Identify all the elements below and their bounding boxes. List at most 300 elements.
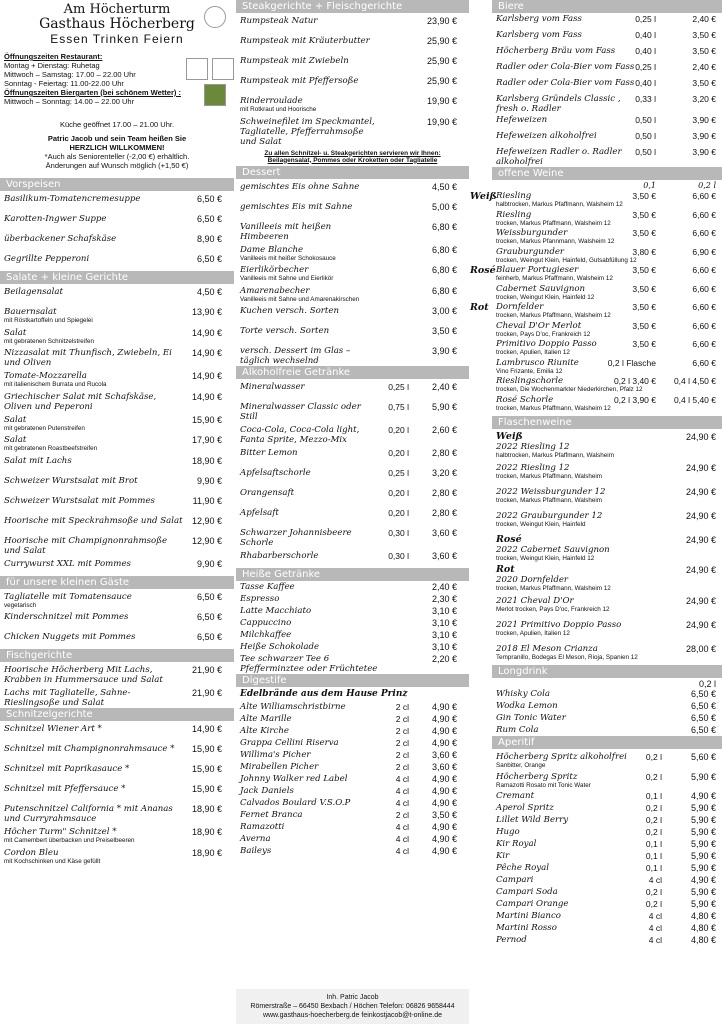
item-name: Campari Orange: [496, 898, 569, 909]
item-name: Schweizer Wurstsalat mit Pommes: [4, 495, 155, 506]
item-description: trocken, Die Wochenmarkter Niederkirchen, Pfalz 12: [496, 386, 643, 393]
item-size: 0,20 l: [388, 448, 409, 458]
item-size: 0,2 l: [645, 772, 662, 782]
section-header: Salate + kleine Gerichte: [0, 271, 234, 284]
menu-item: [492, 320, 722, 339]
item-name: Rosé Schorle: [496, 394, 554, 405]
item-name: Cappuccino: [240, 618, 292, 628]
item-name: Tomate-Mozzarella: [4, 371, 87, 381]
item-name: Dame Blanche: [240, 244, 304, 255]
section-header: Heiße Getränke: [236, 568, 469, 581]
item-name: Pêche Royal: [496, 862, 550, 873]
item-name: Gegrillte Pepperoni: [4, 254, 90, 264]
item-size: 0,30 l: [388, 551, 409, 561]
menu-item: [236, 833, 469, 845]
wine-category: Weiß: [496, 431, 523, 442]
item-name: Grauburgunder: [496, 246, 565, 257]
item-price: 2,40 €: [692, 62, 716, 72]
item-price: 6,80 €: [431, 244, 457, 255]
item-name: Radler oder Cola-Bier vom Fass: [496, 62, 635, 72]
menu-item: [0, 609, 234, 629]
garden-hours: Mittwoch – Sonntag: 14.00 – 22.00 Uhr: [4, 97, 135, 106]
menu-list: [0, 284, 234, 576]
item-price: 2,80 €: [431, 508, 457, 518]
item-name: Apfelsaft: [240, 508, 279, 518]
item-name: Kinderschnitzel mit Pommes: [4, 612, 129, 622]
menu-item: [492, 826, 722, 838]
menu-item: [0, 533, 234, 556]
item-price: 21,90 €: [191, 665, 222, 675]
item-price: 3,90 €: [692, 115, 716, 125]
item-price: 4,90 €: [431, 702, 457, 712]
item-price: 3,60 €: [431, 551, 457, 561]
item-name: Schnitzel mit Paprikasauce *: [4, 764, 130, 774]
item-name: Campari Soda: [496, 886, 558, 897]
item-price: 24,90 €: [685, 462, 716, 473]
item-price: 4,90 €: [431, 798, 457, 808]
item-price: 18,90 €: [191, 847, 222, 858]
hours-line: Sonntag - Feiertag: 11.00-22.00 Uhr: [4, 79, 124, 88]
item-price: 17,90 €: [191, 435, 222, 445]
menu-list: [492, 429, 722, 665]
item-size: 0,50 l: [635, 131, 656, 141]
menu-item: [0, 801, 234, 824]
item-price: 2,40 €: [431, 382, 457, 392]
menu-item: [0, 231, 234, 251]
item-name: Schwarzer Johannisbeere Schorle: [240, 528, 352, 548]
menu-item: [236, 593, 469, 605]
item-price: 5,90 €: [690, 826, 716, 837]
menu-list: [492, 688, 722, 736]
item-name: Mineralwasser: [240, 382, 305, 392]
item-price: 6,60 €: [692, 283, 716, 294]
item-name: Griechischer Salat mit Schafskäse, Oliven und Peperoni: [4, 391, 157, 412]
item-price: 5,90 €: [690, 772, 716, 782]
item-price: 9,90 €: [196, 475, 222, 486]
item-price: 6,50 €: [690, 712, 716, 723]
item-price: 6,60 €: [692, 339, 716, 349]
menu-item: [236, 605, 469, 617]
item-size: 0,25 l: [635, 62, 656, 72]
menu-item: [492, 246, 722, 265]
item-name: Schnitzel Wiener Art *: [4, 724, 102, 734]
menu-item: [0, 251, 234, 271]
menu-item: [492, 146, 722, 167]
item-price: 13,90 €: [191, 307, 222, 317]
digestif-title: Edelbrände aus dem Hause Prinz: [240, 689, 408, 699]
item-price: 21,90 €: [191, 688, 222, 698]
certificate-icon: [212, 58, 234, 80]
item-name: Basilikum-Tomatencremesuppe: [4, 194, 141, 204]
item-price: 2,40 €: [431, 582, 457, 592]
item-name: Riesling: [496, 209, 532, 220]
item-description: mit Rotkraut und Hoorische: [240, 106, 317, 113]
item-price: 18,90 €: [191, 827, 222, 837]
item-name: Kir Royal: [496, 838, 537, 849]
item-name: Vanilleeis mit heißen Himbeeren: [240, 221, 332, 242]
item-size: 0,40 l: [635, 78, 656, 88]
item-name: Aperol Spritz: [496, 802, 554, 813]
menu-list: [236, 179, 469, 367]
check-icon: [186, 58, 208, 80]
item-price: 6,50 €: [196, 591, 222, 602]
item-name: Fernet Branca: [240, 810, 303, 820]
item-price: 12,90 €: [191, 535, 222, 546]
item-size: 2 cl: [395, 810, 409, 820]
menu-item: [492, 45, 722, 61]
senior-note: *Auch als Seniorenteller (-2,00 €) erhältlich.: [44, 152, 190, 161]
hours-title: Öffnungszeiten Restaurant:: [4, 52, 103, 61]
wine-category: Rot: [470, 302, 489, 313]
menu-item: [236, 13, 469, 33]
item-price: 15,90 €: [191, 744, 222, 754]
item-size: 4 cl: [648, 910, 662, 921]
item-price: 3,20 €: [431, 468, 457, 478]
menu-item: [0, 721, 234, 741]
menu-item: [492, 724, 722, 736]
item-name: Lambrusco Riunite: [496, 357, 579, 368]
item-size: 0,20 l: [388, 425, 409, 435]
item-name: Heiße Schokolade: [240, 642, 320, 652]
item-description: mit italienischem Burrata und Rucola: [4, 381, 107, 388]
item-description: trocken, Markus Pfaffmann, Walsheim 12: [496, 312, 611, 319]
item-name: 2022 Weissburgunder 12: [496, 486, 606, 497]
item-name: Kuchen versch. Sorten: [240, 306, 339, 316]
item-size: 2 cl: [395, 714, 409, 724]
item-name: Rumpsteak mit Pfeffersoße: [240, 76, 359, 86]
column-middle: [236, 0, 469, 1024]
item-description: trocken, Weingut Klein, Hainfeld, Gutsabfüllung 12: [496, 256, 637, 264]
item-price: 3,50 €: [692, 46, 716, 56]
item-name: Tee schwarzer Tee 6 Pfefferminztee oder Früchtetee: [240, 654, 378, 674]
item-price: 6,60 €: [692, 357, 716, 368]
section-header: Dessert: [236, 166, 469, 179]
item-size: 4 cl: [395, 798, 409, 808]
item-name: Kir: [496, 850, 510, 861]
item-name: Hefeweizen: [496, 115, 548, 125]
menu-item: [236, 505, 469, 525]
menu-list: [492, 13, 722, 167]
item-name: Pernod: [496, 934, 527, 945]
item-price: 3,50 €: [431, 326, 457, 336]
menu-item: [492, 850, 722, 862]
item-price: 3,90 €: [692, 147, 716, 157]
menu-item: [492, 375, 722, 394]
section-header: für unsere kleinen Gäste: [0, 576, 234, 589]
item-price: 6,60 €: [692, 191, 716, 201]
menu-item: [0, 761, 234, 781]
item-size: 0,1 l: [645, 838, 662, 849]
item-name: Salat: [4, 327, 27, 338]
item-price: 4,80 €: [690, 922, 716, 933]
item-description: trocken, Markus Pfannmann, Walsheim 12: [496, 238, 615, 245]
item-size: 0,25 l: [388, 468, 409, 478]
item-name: 2022 Riesling 12: [496, 462, 570, 473]
menu-item: [236, 617, 469, 629]
menu-item: [492, 114, 722, 130]
menu-item: [236, 713, 469, 725]
menu-item: [492, 862, 722, 874]
menu-item: [236, 749, 469, 761]
menu-item: [492, 484, 722, 508]
menu-item: [492, 61, 722, 77]
item-price: 6,50 €: [690, 700, 716, 711]
item-price: 3,00 €: [431, 306, 457, 316]
item-name: 2021 Primitivo Doppio Passo: [496, 619, 622, 630]
item-price: 3,50 €: [692, 30, 716, 40]
footer-address: Römerstraße – 66450 Bexbach / Höchen Telefon: 06826 9658444: [250, 1003, 455, 1010]
menu-item: [492, 769, 722, 790]
menu-item: [492, 357, 722, 376]
menu-item: [236, 283, 469, 304]
item-name: Amarenabecher: [240, 285, 310, 296]
item-name: Höcherberg Spritz alkoholfrei: [496, 751, 627, 762]
item-description: feinherb, Markus Pfaffmann, Walsheim 12: [496, 275, 613, 282]
regional-icon: [204, 84, 226, 106]
item-size: 0,25 l: [388, 382, 409, 392]
size-header: 0,2 l: [698, 678, 716, 689]
item-price: 6,60 €: [692, 302, 716, 312]
item-price: 6,50 €: [196, 254, 222, 264]
item-price: 5,90 €: [690, 802, 716, 813]
item-price: 24,90 €: [685, 486, 716, 497]
item-price: 6,60 €: [692, 209, 716, 220]
menu-item: [236, 422, 469, 445]
item-price: 24,90 €: [685, 595, 716, 606]
quality-seal-icon: [204, 6, 226, 28]
menu-item: [0, 781, 234, 801]
item-name: Jack Daniels: [240, 786, 294, 796]
item-price: 4,50 €: [431, 181, 457, 192]
item-size: 0,30 l: [388, 528, 409, 538]
item-name: Martini Bianco: [496, 910, 561, 921]
item-price: 4,90 €: [690, 790, 716, 801]
steak-note: Zu allen Schnitzel- u. Steakgerichten servieren wir Ihnen:: [264, 149, 441, 157]
menu-item: [470, 301, 722, 320]
menu-item: [492, 283, 722, 302]
item-price: 14,90 €: [191, 348, 222, 358]
item-price: 19,90 €: [426, 96, 457, 106]
item-size: 2 cl: [395, 762, 409, 772]
menu-item: [236, 725, 469, 737]
item-price: 6,60 €: [692, 228, 716, 238]
menu-item: [492, 532, 722, 563]
item-name: Coca-Cola, Coca-Cola light, Fanta Sprite, Mezzo-Mix: [240, 425, 360, 445]
menu-item: [236, 343, 469, 366]
item-name: Nizzasalat mit Thunfisch, Zwiebeln, Ei und Oliven: [4, 348, 172, 368]
menu-item: [236, 641, 469, 653]
menu-item: [492, 838, 722, 850]
item-price: 5,00 €: [431, 201, 457, 212]
item-name: Hugo: [496, 826, 520, 837]
item-price: 14,90 €: [191, 327, 222, 338]
item-name: Grappa Cellini Riserva: [240, 738, 339, 748]
column-right: [470, 0, 722, 1024]
item-name: Torte versch. Sorten: [240, 326, 330, 336]
item-size: 0,33 l: [635, 94, 656, 104]
item-price: 3,90 €: [431, 346, 457, 356]
item-description: trocken, Markus Pfaffmann, Walsheim 12: [496, 404, 611, 412]
item-description: trocken, Markus Pfaffmann, Walsheim 12: [496, 585, 611, 592]
menu-item: [492, 209, 722, 228]
item-description: trocken, Markus Pfaffmann, Walsheim: [496, 496, 603, 504]
welcome-line: HERZLICH WILLKOMMEN!: [69, 143, 165, 152]
item-price: 6,80 €: [431, 221, 457, 232]
item-price: 5,90 €: [690, 886, 716, 897]
item-price: 25,90 €: [426, 56, 457, 66]
item-description: trocken, Weingut Klein, Hainfeld 12: [496, 293, 595, 301]
menu-item: [236, 33, 469, 53]
menu-item: [236, 242, 469, 263]
item-size: 4 cl: [395, 786, 409, 796]
item-price: 2,80 €: [431, 448, 457, 458]
item-name: Gin Tonic Water: [496, 712, 566, 723]
item-price: 15,90 €: [191, 414, 222, 425]
item-description: Tempranillo, Bodegas El Meson, Rioja, Spanien 12: [496, 653, 638, 661]
item-price: 0,4 l 4,50 €: [673, 376, 716, 386]
size-header: 0,2 l: [698, 181, 716, 190]
menu-list: [492, 749, 722, 946]
item-name: Lachs mit Tagliatelle, Sahne-Rieslingsoße und Salat: [4, 688, 131, 708]
item-name: versch. Dessert im Glas – täglich wechselnd: [240, 346, 351, 366]
menu-list: [236, 581, 469, 674]
menu-item: [492, 802, 722, 814]
menu-item: [492, 93, 722, 114]
item-size: 0,20 l: [388, 488, 409, 498]
item-name: Salat mit Lachs: [4, 455, 72, 466]
item-description: trocken, Apulien, Italien 12: [496, 629, 570, 637]
menu-list: [0, 721, 234, 865]
item-size: 0,2 l: [645, 802, 662, 813]
item-description: halbtrocken, Markus Pfaffmann, Walsheim: [496, 452, 614, 459]
item-name: Averna: [240, 834, 271, 844]
item-price: 18,90 €: [191, 455, 222, 466]
item-size: 0,1 l: [645, 862, 662, 873]
item-price: 6,50 €: [196, 194, 222, 204]
item-size: 4 cl: [648, 922, 662, 933]
item-name: Rieslingschorle: [496, 376, 564, 386]
item-description: mit Kochschinken und Käse gefüllt: [4, 857, 101, 865]
menu-item: [492, 429, 722, 460]
menu-item: [0, 629, 234, 649]
item-size: 4 cl: [395, 846, 409, 856]
menu-item: [492, 338, 722, 357]
item-size: 0,20 l: [388, 508, 409, 518]
section-header: offene Weine: [492, 167, 722, 180]
item-size: 3,50 €: [632, 339, 656, 349]
item-name: Eierlikörbecher: [240, 265, 309, 275]
menu-item: [236, 323, 469, 343]
menu-item: [236, 581, 469, 593]
wine-category: Weiß: [470, 191, 497, 202]
item-price: 6,50 €: [196, 632, 222, 642]
item-price: 14,90 €: [191, 371, 222, 381]
item-name: Hoorische Höcherberg Mit Lachs, Krabben in Hummersauce und Salat: [4, 665, 163, 685]
item-name: Radler oder Cola-Bier vom Fass: [496, 78, 635, 88]
item-price: 6,50 €: [196, 214, 222, 224]
item-name: Latte Macchiato: [240, 606, 312, 616]
item-price: 3,10 €: [431, 642, 457, 652]
item-description: mit Camembert überbacken und Preiselbeeren: [4, 837, 135, 844]
menu-item: [492, 617, 722, 641]
menu-item: [492, 130, 722, 146]
wine-category: Rosé: [496, 533, 522, 545]
item-price: 24,90 €: [685, 565, 716, 575]
item-price: 4,90 €: [431, 834, 457, 844]
item-price: 2,80 €: [431, 488, 457, 498]
item-price: 6,80 €: [431, 285, 457, 296]
item-size: 4 cl: [648, 934, 662, 945]
item-size: 0,1 l: [645, 790, 662, 801]
menu-item: [0, 589, 234, 610]
item-price: 24,90 €: [685, 432, 716, 442]
item-name: Milchkaffee: [240, 630, 292, 640]
menu-list: [0, 662, 234, 708]
menu-item: [492, 641, 722, 665]
item-price: 2,30 €: [431, 594, 457, 604]
menu-item: [236, 53, 469, 73]
item-name: Whisky Cola: [496, 688, 550, 699]
section-header: Fischgerichte: [0, 649, 234, 662]
menu-item: [0, 824, 234, 845]
menu-item: [236, 797, 469, 809]
item-price: 4,90 €: [431, 738, 457, 748]
item-name: Karlsberg vom Fass: [496, 30, 582, 40]
menu-item: [236, 761, 469, 773]
item-name: überbackener Schafskäse: [4, 234, 117, 244]
menu-item: [236, 445, 469, 465]
item-price: 4,80 €: [690, 910, 716, 921]
item-name: Baileys: [240, 846, 272, 856]
item-price: 25,90 €: [426, 76, 457, 86]
menu-item: [236, 465, 469, 485]
menu-item: [0, 685, 234, 708]
item-price: 3,50 €: [431, 810, 457, 820]
tagline: Essen Trinken Feiern: [50, 32, 184, 46]
item-name: Currywurst XXL mit Pommes: [4, 558, 131, 569]
menu-item: [492, 29, 722, 45]
menu-list: [470, 190, 722, 412]
item-price: 4,90 €: [431, 786, 457, 796]
item-name: Hefeweizen Radler o. Radler alkoholfrei: [496, 147, 622, 167]
item-price: 5,90 €: [690, 898, 716, 909]
item-name: Höcherberg Bräu vom Fass: [496, 46, 616, 56]
item-price: 23,90 €: [426, 16, 457, 26]
item-name: Cremant: [496, 790, 535, 801]
menu-item: [492, 749, 722, 770]
menu-item: [0, 412, 234, 433]
item-price: 15,90 €: [191, 764, 222, 774]
kitchen-hours: Küche geöffnet 17.00 – 21.00 Uhr.: [59, 120, 175, 129]
item-price: 9,90 €: [196, 558, 222, 569]
item-size: 3,50 €: [632, 320, 656, 331]
menu-item: [492, 874, 722, 886]
menu-item: [492, 508, 722, 532]
item-name: Willima's Picher: [240, 750, 311, 760]
menu-item: [236, 93, 469, 114]
item-name: 2022 Riesling 12: [496, 442, 570, 452]
item-name: Höcher Turm" Schnitzel *: [4, 827, 117, 837]
item-name: 2018 El Meson Crianza: [496, 643, 598, 654]
item-size: 0,2 l: [645, 898, 662, 909]
item-name: Putenschnitzel California * mit Ananas und Curryrahmsauce: [4, 804, 173, 824]
item-size: 3,50 €: [632, 283, 656, 294]
item-price: 4,90 €: [431, 774, 457, 784]
item-description: Vanilleeis mit heißer Schokosauce: [240, 254, 336, 262]
item-name: Bitter Lemon: [240, 448, 298, 458]
item-name: Cabernet Sauvignon: [496, 283, 586, 294]
menu-item: [492, 886, 722, 898]
